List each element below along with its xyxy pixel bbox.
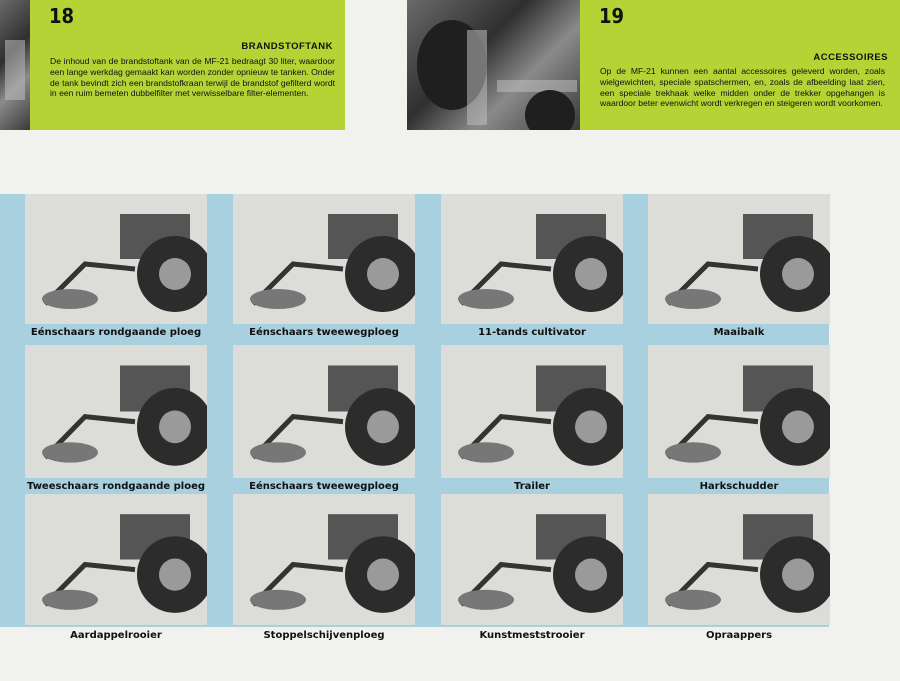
accessories-title: ACCESSOIRES [813, 52, 888, 63]
accessory-label: Aardappelrooier [70, 630, 162, 641]
fuel-tank-panel [30, 0, 345, 130]
accessory-photo [25, 194, 207, 324]
accessory-photo [233, 345, 415, 478]
page-number-right: 19 [599, 4, 625, 28]
fuel-tank-title: BRANDSTOFTANK [241, 41, 333, 52]
accessory-label: Opraappers [705, 630, 773, 641]
accessory-photo [441, 345, 623, 478]
accessory-label: Maaibalk [713, 327, 765, 338]
accessory-label: Eénschaars tweewegploeg [249, 481, 399, 492]
accessory-label: Eénschaars rondgaande ploeg [30, 327, 202, 338]
accessory-photo [441, 494, 623, 625]
accessory-label: Trailer [514, 481, 550, 492]
accessory-photo [25, 345, 207, 478]
accessory-photo [233, 494, 415, 625]
fuel-tank-photo [0, 0, 30, 130]
tractor-hitch-photo [407, 0, 580, 130]
accessory-label: Eénschaars tweewegploeg [249, 327, 399, 338]
accessory-label: Kunstmeststrooier [479, 630, 585, 641]
accessory-label: 11-tands cultivator [478, 327, 586, 338]
accessory-photo [648, 345, 830, 478]
accessory-photo [648, 494, 830, 625]
page-number-left: 18 [49, 4, 75, 28]
accessory-label: Harkschudder [699, 481, 779, 492]
accessory-photo [25, 494, 207, 625]
fuel-tank-body: De inhoud van de brandstoftank van de MF-21 bedraagt 30 liter, waardoor een lange werkdag gemaakt kan worden zonder opnieuw te tanken. Onder de tank bevindt zich een brandstofkraan terwijl de brandstof gefilterd wordt in een ruim bemeten dubbelfilter met verwisselbare filter-elementen. [50, 56, 335, 99]
accessory-label: Tweeschaars rondgaande ploeg [26, 481, 206, 492]
accessory-photo [441, 194, 623, 324]
accessory-photo [233, 194, 415, 324]
accessories-body: Op de MF-21 kunnen een aantal accessoires geleverd worden, zoals wielgewichten, speciale spatschermen, en, zoals de afbeelding laat zien, een speciale trekhaak welke midden onder de trekker opgehangen is waardoor beter evenwicht wordt verkregen en steigeren wordt voorkomen. [600, 66, 885, 109]
accessory-photo [648, 194, 830, 324]
accessory-label: Stoppelschijvenploeg [263, 630, 385, 641]
accessories-panel [580, 0, 900, 130]
